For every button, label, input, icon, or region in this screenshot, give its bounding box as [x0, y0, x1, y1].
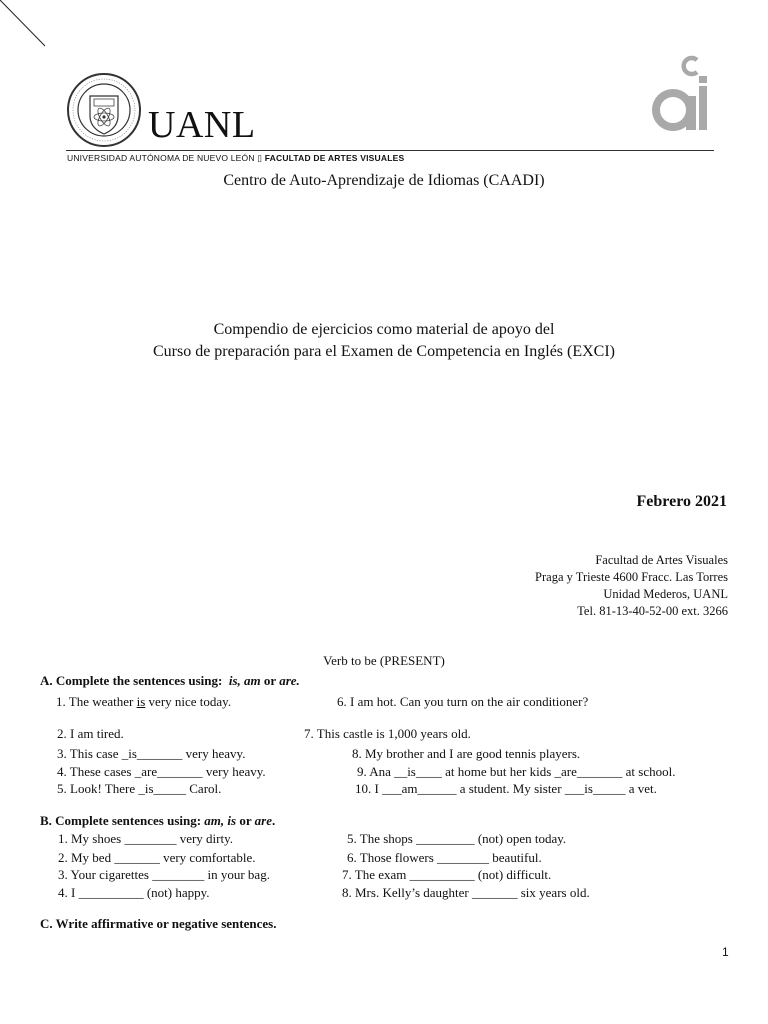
subtitle-line-1: Compendio de ejercicios como material de apoyo del [213, 321, 555, 338]
uanl-wordmark: UANL [148, 104, 256, 146]
separator-glyph: ▯ [257, 153, 263, 163]
address-line: Facultad de Artes Visuales [595, 553, 728, 567]
address-line: Unidad Mederos, UANL [603, 587, 728, 601]
exercise-a-item-5: 5. Look! There _is_____ Carol. [57, 781, 222, 796]
section-a-heading: A. Complete the sentences using: is, am or are. [40, 673, 300, 688]
exercise-a-item-2: 2. I am tired. [57, 726, 124, 741]
exercise-a-item-7: 7. This castle is 1,000 years old. [304, 726, 471, 741]
faculty-name: FACULTAD DE ARTES VISUALES [264, 153, 405, 163]
exercise-a-item-1: 1. The weather is very nice today. [56, 694, 232, 709]
exercise-b-item-8: 8. Mrs. Kelly’s daughter _______ six years old. [342, 885, 590, 900]
phone-line: Tel. 81-13-40-52-00 ext. 3266 [577, 604, 728, 618]
exercise-a-item-10: 10. I ___am______ a student. My sister ___is_____ a vet. [355, 781, 657, 796]
address-line: Praga y Trieste 4600 Fracc. Las Torres [535, 570, 728, 584]
exercise-b-item-6: 6. Those flowers ________ beautiful. [347, 850, 542, 865]
exercise-b-item-7: 7. The exam __________ (not) difficult. [342, 867, 552, 882]
section-c-heading: C. Write affirmative or negative sentences. [40, 916, 277, 931]
exercise-b-item-1: 1. My shoes ________ very dirty. [58, 831, 234, 846]
exercise-b-item-5: 5. The shops _________ (not) open today. [347, 831, 567, 846]
exercise-b-item-3: 3. Your cigarettes ________ in your bag. [58, 867, 270, 882]
exercise-a-item-9: 9. Ana __is____ at home but her kids _are_______ at school. [357, 764, 676, 779]
exercise-b-item-4: 4. I __________ (not) happy. [58, 885, 210, 900]
subtitle-line-2: Curso de preparación para el Examen de Competencia en Inglés (EXCI) [152, 343, 616, 360]
university-faculty-line [67, 153, 404, 164]
document-date: Febrero 2021 [636, 493, 727, 510]
center-title: Centro de Auto-Aprendizaje de Idiomas (CAADI) [223, 172, 545, 189]
university-name: UNIVERSIDAD AUTÓNOMA DE NUEVO LEÓN [67, 153, 255, 163]
page-number: 1 [722, 945, 729, 959]
uanl-seal-logo [66, 72, 142, 148]
exercise-a-item-6: 6. I am hot. Can you turn on the air conditioner? [337, 694, 589, 709]
section-topic: Verb to be (PRESENT) [323, 653, 445, 668]
caadi-logo [645, 46, 715, 146]
header-rule [66, 150, 714, 151]
exercise-a-item-8: 8. My brother and I are good tennis players. [352, 746, 581, 761]
corner-decoration-line [0, 0, 60, 60]
exercise-a-item-4: 4. These cases _are_______ very heavy. [57, 764, 266, 779]
section-b-heading: B. Complete sentences using: am, is or are. [40, 813, 276, 828]
exercise-a-item-3: 3. This case _is_______ very heavy. [57, 746, 246, 761]
exercise-b-item-2: 2. My bed _______ very comfortable. [58, 850, 256, 865]
